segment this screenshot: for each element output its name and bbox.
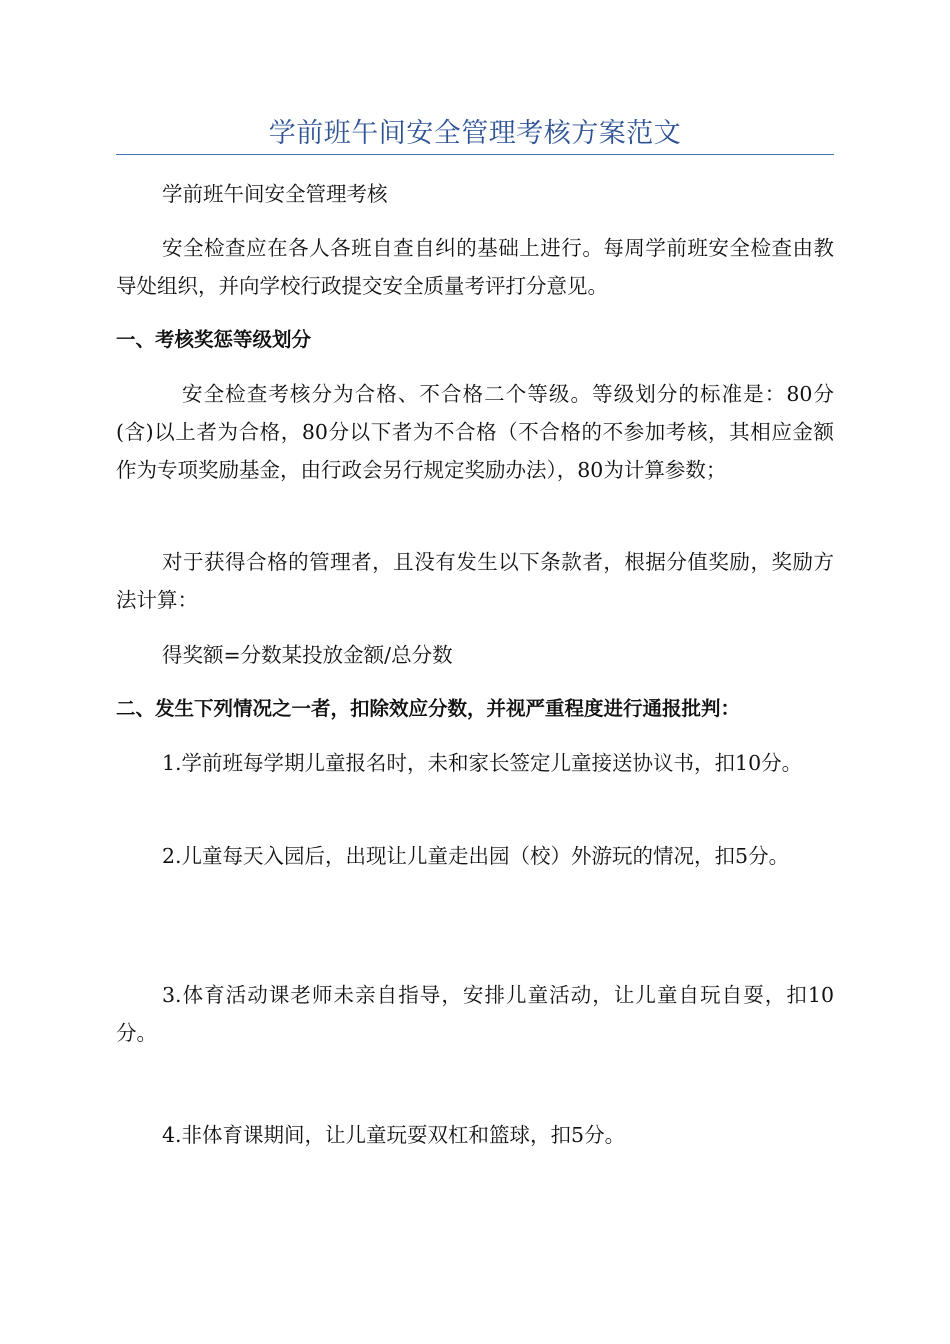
- section1-paragraph-grading: 安全检查考核分为合格、不合格二个等级。等级划分的标准是：80分(含)以上者为合格，80分以下者为不合格（不合格的不参加考核，其相应金额作为专项奖励基金，由行政会另行规定奖励办法），80为计算参数；: [116, 382, 834, 482]
- section2-item-4: 4.非体育课期间，让儿童玩耍双杠和篮球，扣5分。: [162, 1123, 626, 1147]
- section1-heading: 一、考核奖惩等级划分: [116, 328, 312, 351]
- document-page: [116, 0, 834, 1344]
- reward-formula: 得奖额=分数某投放金额/总分数: [162, 643, 453, 667]
- document-title: 学前班午间安全管理考核方案范文: [268, 118, 682, 149]
- intro-paragraph: 安全检查应在各人各班自查自纠的基础上进行。每周学前班安全检查由教导处组织，并向学校行政提交安全质量考评打分意见。: [116, 236, 834, 298]
- section2-item-2: 2.儿童每天入园后，出现让儿童走出园（校）外游玩的情况，扣5分。: [162, 844, 790, 868]
- section1-paragraph-reward: 对于获得合格的管理者，且没有发生以下条款者，根据分值奖励，奖励方法计算：: [116, 550, 834, 612]
- section2-item-3: 3.体育活动课老师未亲自指导，安排儿童活动，让儿童自玩自耍，扣10分。: [116, 983, 834, 1045]
- section2-heading: 二、发生下列情况之一者，扣除效应分数，并视严重程度进行通报批判：: [116, 697, 741, 720]
- intro-line: 学前班午间安全管理考核: [162, 182, 388, 206]
- section2-item-1: 1.学前班每学期儿童报名时，未和家长签定儿童接送协议书，扣10分。: [162, 751, 803, 775]
- title-underline: [116, 154, 834, 155]
